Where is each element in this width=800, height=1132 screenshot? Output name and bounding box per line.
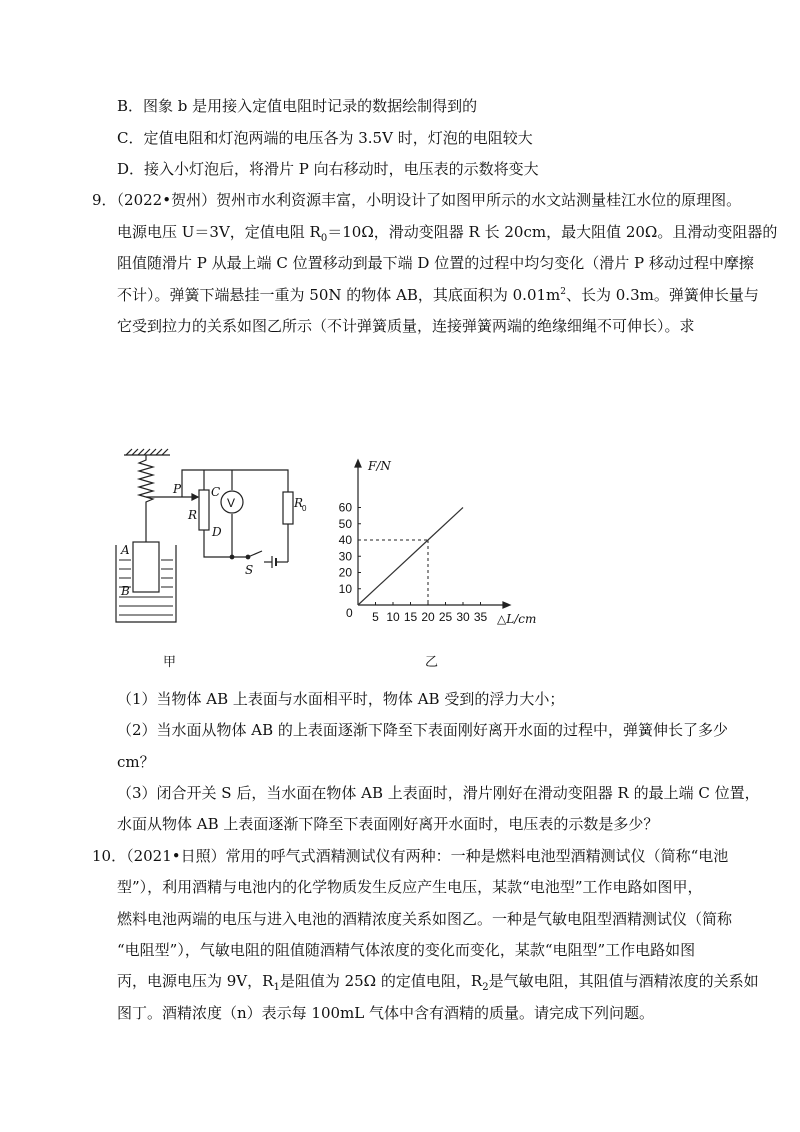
question-9-line-5: 它受到拉力的关系如图乙所示（不计弹簧质量，连接弹簧两端的绝缘细绳不可伸长）。求	[117, 317, 695, 335]
x-tick-label: 10	[386, 610, 400, 624]
sub-question-3-line-2: 水面从物体 AB 上表面逐渐下降至下表面刚好离开水面时，电压表的示数是多少？	[117, 815, 659, 833]
question-10-line-5: 丙，电源电压为 9V，$R_1$是阻值为 25Ω 的定值电阻，$R_2$是气敏电阻，其阻值与酒精浓度的关系如	[117, 972, 759, 993]
y-tick-label: 20	[338, 565, 352, 580]
label-s: S	[245, 563, 254, 577]
ceiling-hatch	[126, 449, 168, 455]
question-10-line-6: 图丁。酒精浓度（n）表示每 100mL 气体中含有酒精的质量。请完成下列问题。	[117, 1004, 655, 1022]
figure-jia-caption: 甲	[163, 654, 177, 669]
question-number: 9．	[92, 191, 117, 209]
origin-label: 0	[346, 606, 353, 620]
y-tick-label: 50	[338, 516, 352, 531]
rheostat-bottom-wire	[204, 530, 248, 557]
slider-arrow	[192, 494, 198, 500]
y-tick-label: 30	[338, 549, 352, 564]
y-tick-label: 10	[338, 581, 352, 596]
x-tick-label: 5	[372, 610, 379, 624]
y-axis-label: F/N	[368, 459, 391, 473]
x-axis-arrow	[503, 602, 510, 608]
y-tick-label: 40	[338, 533, 352, 547]
junction-dot	[230, 555, 234, 559]
x-axis-label: △L/cm	[497, 612, 537, 626]
question-10-line-4: “电阻型”），气敏电阻的阻值随酒精气体浓度的变化而变化，某款“电阻型”工作电路如图	[117, 941, 696, 959]
label-v: V	[227, 496, 236, 510]
resistor-r0	[283, 492, 293, 524]
y-axis-arrow	[355, 460, 361, 467]
question-10-line-3: 燃料电池两端的电压与进入电池的酒精浓度关系如图乙。一种是气敏电阻型酒精测试仪（简称	[117, 910, 733, 928]
label-a: A	[121, 543, 130, 557]
label-p: P	[173, 482, 182, 496]
x-tick-label: 35	[473, 610, 488, 624]
series-line	[358, 508, 463, 606]
x-tick-label: 20	[421, 610, 435, 624]
figure-yi-caption: 乙	[425, 654, 439, 669]
figure-yi-graph	[339, 459, 537, 669]
sub-question-2-line-1: （2）当水面从物体 AB 的上表面逐渐下降至下表面刚好离开水面的过程中，弹簧伸长了多少	[117, 721, 728, 739]
label-c: C	[211, 485, 221, 499]
option-d: D．接入小灯泡后，将滑片 P 向右移动时，电压表的示数将变大	[117, 160, 539, 178]
sub-question-2-line-2: cm？	[117, 753, 155, 771]
option-c: C．定值电阻和灯泡两端的电压各为 3.5V 时，灯泡的电阻较大	[117, 129, 533, 147]
x-tick-label: 30	[456, 610, 470, 624]
spring	[139, 455, 153, 506]
question-9-line-1: 9．（2022•贺州）贺州市水利资源丰富，小明设计了如图甲所示的水文站测量桂江水位的原理图。	[92, 191, 742, 209]
question-source: （2021•日照）	[126, 847, 226, 865]
option-b: B．图象 b 是用接入定值电阻时记录的数据绘制得到的	[117, 97, 478, 115]
x-tick-label: 25	[438, 610, 453, 624]
chart-series	[358, 508, 463, 606]
switch-contact	[246, 555, 250, 559]
object-ab	[133, 542, 159, 592]
question-10-line-2: 型”），利用酒精与电池内的化学物质发生反应产生电压，某款“电池型”工作电路如图甲，	[117, 878, 703, 896]
label-r0-sub: 0	[302, 504, 307, 513]
x-tick-label: 15	[403, 610, 418, 624]
question-9-line-2: 电源电压 U＝3V，定值电阻 $R_0=10\Omega$，滑动变阻器 R 长 20cm，最大阻值 20Ω。且滑动变阻器的	[117, 223, 778, 244]
figure-jia-circuit	[116, 449, 293, 622]
question-source: （2022•贺州）	[116, 191, 217, 209]
sub-question-3-line-1: （3）闭合开关 S 后，当水面在物体 AB 上表面时，滑片刚好在滑动变阻器 R 的最上端 C 位置，	[117, 784, 760, 802]
question-number: 10．	[92, 847, 127, 865]
question-9-line-4: 不计）。弹簧下端悬挂一重为 50N 的物体 AB，其底面积为 $0.01m^2$、长为 0.3m。弹簧伸长量与	[117, 286, 759, 304]
label-r: R	[188, 508, 198, 522]
label-r0: R	[294, 496, 304, 510]
sub-question-1: （1）当物体 AB 上表面与水面相平时，物体 AB 受到的浮力大小；	[117, 690, 565, 708]
question-9-line-3: 阻值随滑片 P 从最上端 C 位置移动到最下端 D 位置的过程中均匀变化（滑片 P 移动过程中摩擦	[117, 254, 754, 272]
label-b: B	[121, 584, 130, 598]
question-10-line-1: 10．（2021•日照）常用的呼气式酒精测试仪有两种：一种是燃料电池型酒精测试仪（简称“电池	[92, 847, 729, 865]
y-tick-label: 60	[338, 500, 352, 515]
rheostat-r	[199, 490, 209, 530]
label-d: D	[212, 525, 222, 539]
